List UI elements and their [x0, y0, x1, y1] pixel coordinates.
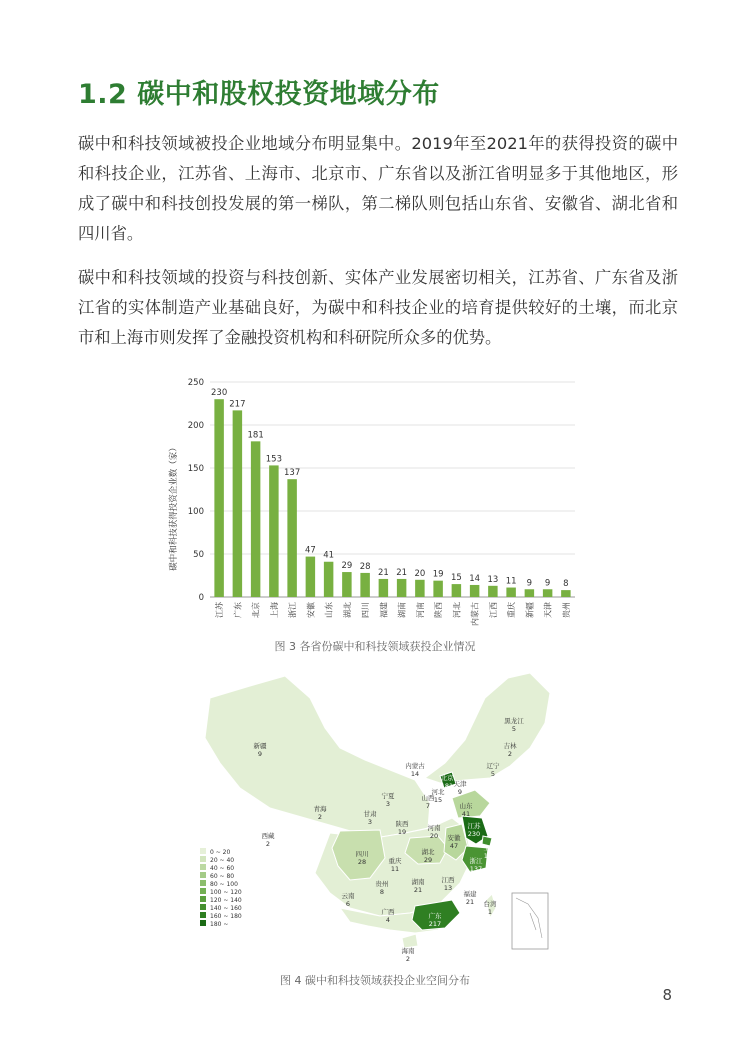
x-category-label: 山东 [324, 602, 334, 618]
china-map [190, 668, 560, 963]
bar [488, 586, 497, 597]
province-count-label: 11 [390, 865, 400, 873]
province-name-label: 宁夏 [381, 792, 395, 800]
province-name-label: 上海 [483, 844, 497, 852]
bar-value-label: 19 [432, 569, 444, 580]
province-count-label: 4 [385, 916, 391, 924]
bar-value-label: 13 [487, 574, 499, 585]
bar-value-label: 47 [304, 545, 316, 556]
bar [287, 479, 296, 597]
province-name-label: 浙江 [469, 857, 483, 865]
province-name-label: 西藏 [261, 832, 275, 840]
legend-swatch [200, 904, 206, 910]
x-category-label: 陕西 [434, 602, 444, 618]
legend-label: 40 ~ 60 [210, 865, 235, 872]
bar [360, 573, 369, 597]
province-name-label: 辽宁 [486, 762, 500, 770]
province-name-label: 台湾 [483, 900, 497, 908]
bar-value-label: 41 [323, 550, 335, 561]
province-count-label: 13 [443, 884, 453, 892]
bar [379, 579, 388, 597]
chart-gridlines [210, 382, 575, 597]
province-count-label: 5 [511, 725, 517, 733]
province-count-label: 21 [465, 898, 475, 906]
province-name-label: 山东 [459, 802, 473, 810]
x-category-label: 北京 [251, 602, 261, 618]
province-name-label: 重庆 [388, 857, 402, 865]
paragraph-1: 碳中和科技领域被投企业地域分布明显集中。2019年至2021年的获得投资的碳中和科技企业，江苏省、上海市、北京市、广东省以及浙江省明显多于其他地区，形成了碳中和科技创投发展的第一梯队，第二梯队则包括山东省、安徽省、湖北省和四川省。 [78, 134, 678, 243]
legend-swatch [200, 880, 206, 886]
province-name-label: 北京 [440, 774, 454, 782]
bar-value-label: 21 [396, 567, 408, 578]
province-name-label: 河南 [427, 824, 441, 832]
province-name-label: 江西 [441, 876, 455, 884]
province-count-label: 6 [345, 900, 351, 908]
province-count-label: 20 [429, 832, 439, 840]
x-category-label: 重庆 [507, 602, 517, 618]
province-count-label: 9 [257, 750, 263, 758]
x-category-label: 天津 [543, 602, 553, 618]
bar-value-label: 15 [450, 573, 462, 584]
legend-label: 0 ~ 20 [210, 849, 231, 856]
province-name-label: 吉林 [503, 742, 517, 750]
province-name-label: 青海 [313, 805, 327, 813]
x-category-label: 内蒙古 [470, 602, 480, 626]
bar-value-label: 230 [211, 388, 228, 399]
legend-label: 160 ~ 180 [210, 913, 242, 920]
province-hainan [402, 934, 418, 948]
province-name-label: 广西 [381, 908, 395, 916]
x-category-label: 湖北 [342, 602, 352, 618]
bar-value-label: 14 [469, 573, 481, 584]
province-name-label: 海南 [401, 947, 415, 955]
bar-value-label: 21 [377, 567, 389, 578]
bar [543, 589, 552, 597]
bar-value-label: 11 [505, 576, 517, 587]
legend-label: 60 ~ 80 [210, 873, 235, 880]
x-category-label: 江苏 [215, 602, 225, 618]
chart-x-labels [214, 601, 571, 626]
chart-y-axis-label: 碳中和科技获得投资企业数（家） [169, 443, 179, 571]
bar [251, 441, 260, 597]
legend-label: 20 ~ 40 [210, 857, 235, 864]
bar [415, 580, 424, 597]
province-name-label: 四川 [355, 850, 369, 858]
province-count-label: 3 [367, 818, 373, 826]
province-name-label: 新疆 [253, 742, 267, 750]
legend-label: 120 ~ 140 [210, 897, 242, 904]
x-category-label: 福建 [379, 602, 389, 618]
province-name-label: 陕西 [395, 820, 409, 828]
province-count-label: 21 [413, 886, 423, 894]
bar-value-label: 153 [265, 454, 282, 465]
province-name-label: 湖南 [411, 878, 425, 886]
province-count-label: 2 [265, 840, 271, 848]
legend-label: 80 ~ 100 [210, 881, 238, 888]
province-name-label: 山西 [421, 794, 435, 802]
map-legend [200, 848, 242, 928]
province-count-label: 153 [483, 852, 497, 860]
y-tick-label: 100 [187, 507, 204, 517]
bar-value-label: 20 [414, 568, 426, 579]
x-category-label: 贵州 [561, 602, 571, 618]
province-name-label: 贵州 [375, 880, 389, 888]
y-tick-label: 200 [187, 421, 204, 431]
province-count-label: 47 [449, 842, 459, 850]
legend-swatch [200, 912, 206, 918]
legend-swatch [200, 872, 206, 878]
province-count-label: 137 [469, 865, 483, 873]
province-count-label: 19 [397, 828, 407, 836]
bar [269, 465, 278, 597]
province-name-label: 安徽 [447, 834, 461, 842]
province-name-label: 甘肃 [363, 810, 377, 818]
province-count-label: 28 [357, 858, 367, 866]
bar [525, 589, 534, 597]
legend-swatch [200, 888, 206, 894]
bar-value-label: 9 [526, 578, 533, 589]
province-name-label: 江苏 [467, 822, 481, 830]
legend-swatch [200, 864, 206, 870]
chart-bars [211, 388, 571, 597]
y-tick-label: 0 [198, 593, 204, 603]
province-count-label: 217 [428, 920, 442, 928]
x-category-label: 河南 [415, 602, 425, 618]
legend-label: 140 ~ 160 [210, 905, 242, 912]
bar [214, 399, 223, 597]
province-name-label: 福建 [463, 890, 477, 898]
x-category-label: 广东 [233, 602, 243, 618]
y-tick-label: 150 [187, 464, 204, 474]
page-number: 8 [662, 986, 672, 1004]
province-count-label: 181 [440, 782, 454, 790]
legend-label: 100 ~ 120 [210, 889, 242, 896]
legend-swatch [200, 896, 206, 902]
x-category-label: 新疆 [525, 602, 535, 618]
province-name-label: 黑龙江 [504, 717, 524, 725]
section-title: 1.2 碳中和股权投资地域分布 [78, 79, 440, 110]
province-count-label: 2 [507, 750, 513, 758]
y-tick-label: 50 [193, 550, 204, 560]
province-count-label: 14 [410, 770, 420, 778]
province-count-label: 29 [423, 856, 433, 864]
province-count-label: 41 [461, 810, 471, 818]
bar-value-label: 8 [563, 579, 569, 590]
x-category-label: 上海 [269, 602, 279, 618]
province-count-label: 2 [405, 955, 411, 963]
bar-value-label: 181 [247, 430, 264, 441]
bar-value-label: 217 [229, 399, 246, 410]
province-count-label: 7 [425, 802, 431, 810]
province-count-label: 8 [379, 888, 385, 896]
legend-label: 180 ~ [210, 921, 229, 928]
south-china-sea-inset [512, 893, 548, 949]
bar [433, 581, 442, 597]
x-category-label: 安徽 [306, 602, 316, 618]
province-name-label: 湖北 [421, 848, 435, 856]
province-name-label: 广东 [428, 912, 442, 920]
legend-swatch [200, 848, 206, 854]
figure-4-caption: 图 4 碳中和科技领域获投企业空间分布 [280, 974, 470, 987]
province-count-label: 1 [487, 908, 493, 916]
province-name-label: 河北 [431, 788, 445, 796]
legend-swatch [200, 856, 206, 862]
bar [506, 588, 515, 597]
bar-value-label: 137 [284, 468, 301, 479]
bar [233, 410, 242, 597]
bar-chart [155, 372, 595, 634]
province-count-label: 9 [457, 788, 463, 796]
figure-3-caption: 图 3 各省份碳中和科技领域获投企业情况 [274, 640, 476, 653]
bar-value-label: 28 [359, 561, 371, 572]
province-count-label: 2 [317, 813, 323, 821]
bar [324, 562, 333, 597]
x-category-label: 河北 [452, 602, 462, 618]
x-category-label: 浙江 [288, 602, 298, 618]
province-count-label: 3 [385, 800, 391, 808]
bar-value-label: 29 [341, 561, 353, 572]
x-category-label: 四川 [361, 602, 371, 618]
province-name-label: 天津 [453, 780, 467, 788]
chart-y-ticks [188, 378, 204, 603]
province-count-label: 230 [467, 830, 481, 838]
bar [342, 572, 351, 597]
bar [452, 584, 461, 597]
bar [470, 585, 479, 597]
legend-swatch [200, 920, 206, 926]
province-name-label: 内蒙古 [405, 762, 425, 770]
x-category-label: 湖南 [397, 602, 407, 618]
paragraph-2: 碳中和科技领域的投资与科技创新、实体产业发展密切相关，江苏省、广东省及浙江省的实体制造产业基础良好，为碳中和科技企业的培育提供较好的土壤，而北京市和上海市则发挥了金融投资机构和科研院所众多的优势。 [78, 268, 678, 347]
province-count-label: 5 [490, 770, 496, 778]
x-category-label: 江西 [488, 602, 498, 618]
province-name-label: 云南 [341, 892, 355, 900]
y-tick-label: 250 [187, 378, 204, 388]
province-count-label: 15 [433, 796, 443, 804]
bar [306, 557, 315, 597]
bar [561, 590, 570, 597]
bar-value-label: 9 [544, 578, 551, 589]
bar [397, 579, 406, 597]
